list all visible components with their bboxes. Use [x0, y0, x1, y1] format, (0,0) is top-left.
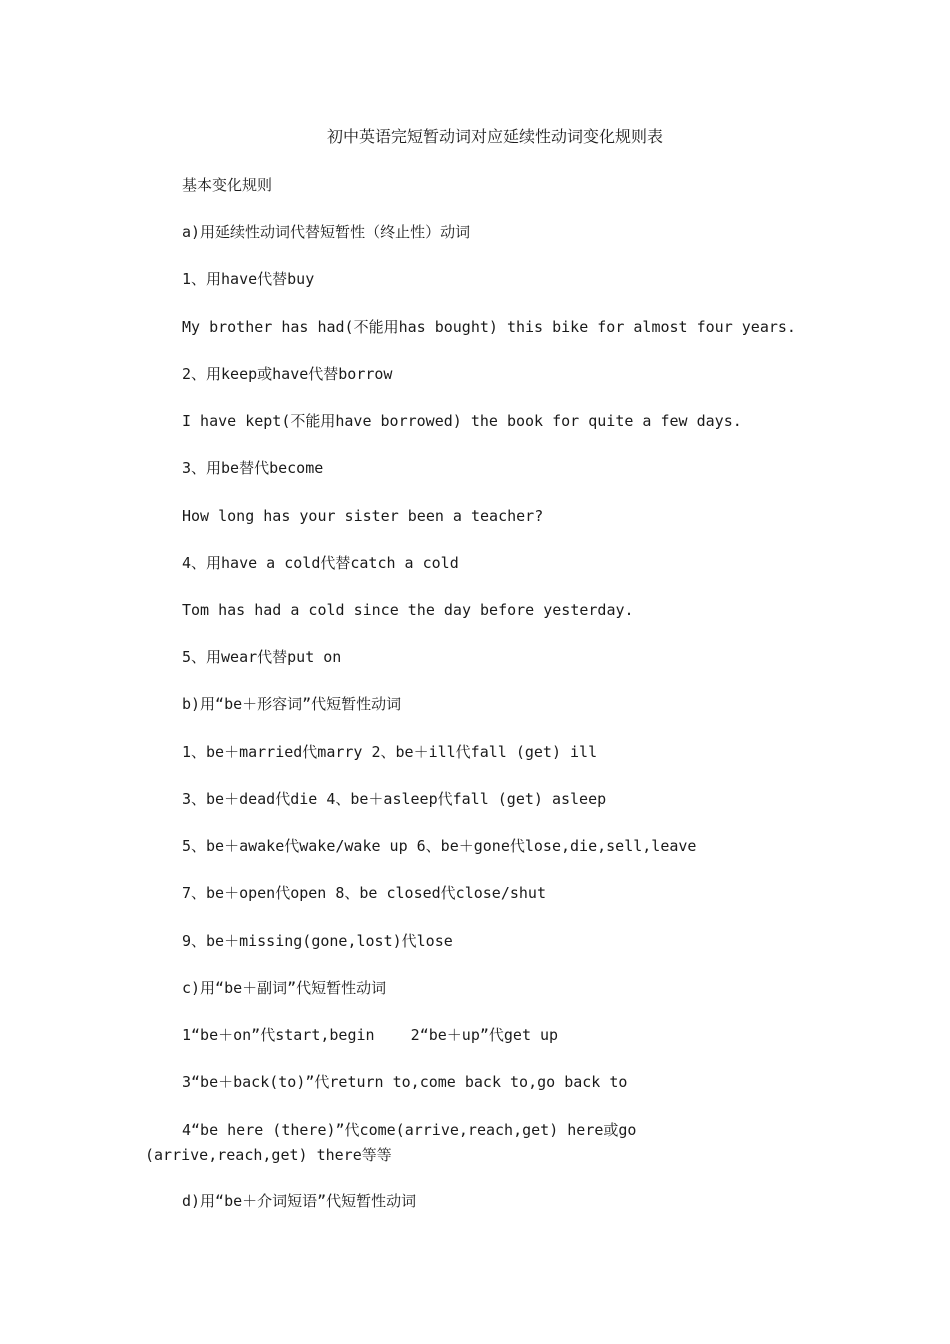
subsection-heading-d: d)用“be＋介词短语”代短暂性动词 — [182, 1192, 417, 1210]
rule-item: 2、用keep或have代替borrow — [182, 365, 393, 383]
rule-item: 3、be＋dead代die 4、be＋asleep代fall (get) asleep — [182, 790, 607, 808]
document-title: 初中英语完短暂动词对应延续性动词变化规则表 — [326, 127, 663, 146]
example-sentence: My brother has had(不能用has bought) this bike for almost four years. — [182, 318, 796, 336]
rule-item: 3“be＋back(to)”代return to,come back to,go back to — [182, 1073, 628, 1091]
subsection-heading-a: a)用延续性动词代替短暂性（终止性）动词 — [182, 223, 471, 241]
rule-item: 9、be＋missing(gone,lost)代lose — [182, 932, 453, 950]
rule-item: 5、be＋awake代wake/wake up 6、be＋gone代lose,die,sell,leave — [182, 837, 697, 855]
example-sentence: Tom has had a cold since the day before yesterday. — [182, 601, 634, 619]
subsection-heading-b: b)用“be＋形容词”代短暂性动词 — [182, 695, 402, 713]
wrapped-rule-item — [145, 1118, 705, 1168]
rule-item: 1“be＋on”代start,begin 2“be＋up”代get up — [182, 1026, 559, 1044]
rule-item: 1、用have代替buy — [182, 270, 315, 288]
rule-item: 7、be＋open代open 8、be closed代close/shut — [182, 884, 546, 902]
subsection-heading-c: c)用“be＋副词”代短暂性动词 — [182, 979, 387, 997]
rule-item: 5、用wear代替put on — [182, 648, 342, 666]
example-sentence: I have kept(不能用have borrowed) the book for quite a few days. — [182, 412, 742, 430]
rule-item: 4、用have a cold代替catch a cold — [182, 554, 459, 572]
example-sentence: How long has your sister been a teacher? — [182, 507, 544, 525]
section-heading: 基本变化规则 — [182, 176, 273, 194]
rule-item: 1、be＋married代marry 2、be＋ill代fall (get) ill — [182, 743, 598, 761]
rule-item: 3、用be替代become — [182, 459, 324, 477]
wrapped-rule-second-line: (arrive,reach,get) there等等 — [145, 1146, 392, 1164]
wrapped-rule-first-line: 4“be here (there)”代come(arrive,reach,get) here或go — [182, 1121, 637, 1139]
